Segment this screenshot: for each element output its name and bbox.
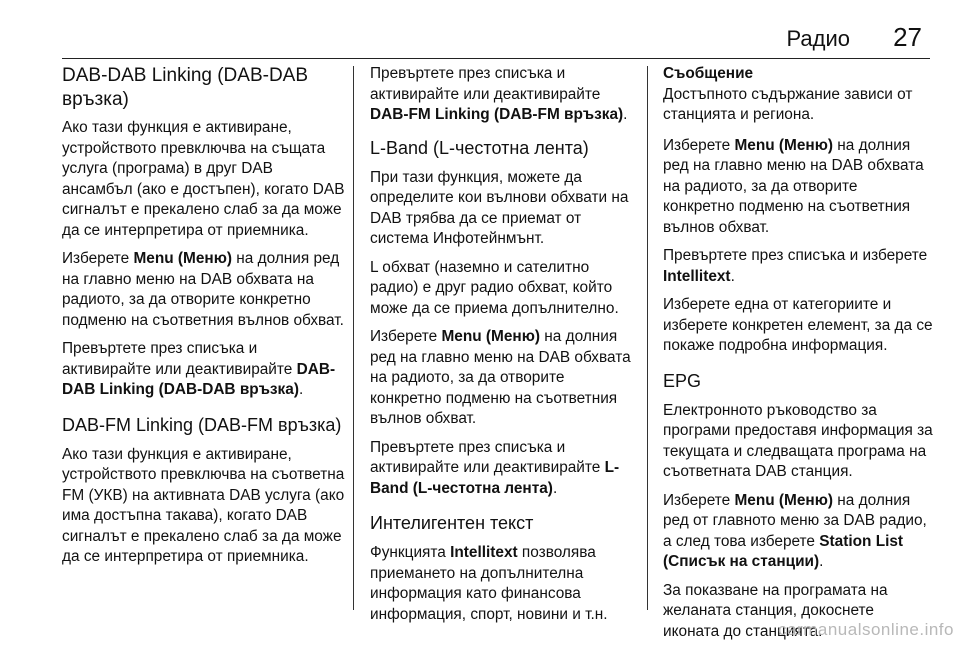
paragraph: Изберете Menu (Меню) на долния ред от главното меню за DAB радио, а след това изберете Station List (Списък на станции).	[663, 491, 927, 570]
heading-l-band: L-Band (L-честотна лента)	[370, 137, 589, 158]
paragraph: Функцията Intellitext позволява приемането на допълнителна информация като финансова информация, спорт, новини и т.н.	[370, 544, 608, 623]
paragraph: L обхват (наземно и сателитно радио) е друг радио обхват, който може да се приема допълнително.	[370, 258, 619, 317]
paragraph: Електронното ръководство за програми предоставя информация за текущата и следващата програма на съответната DAB станция.	[663, 401, 933, 480]
paragraph: Изберете една от категориите и изберете конкретен елемент, за да се покаже подробна информация.	[663, 296, 933, 354]
menu-term: Menu (Меню)	[734, 491, 833, 509]
paragraph: Ако тази функция е активиране, устройството превключва на същата услуга (програма) в друг DAB ансамбъл (ако е достъпен), когато DAB сигналът е прекалено слаб за да може да се интерпретира от приемника.	[62, 119, 345, 239]
paragraph: При тази функция, можете да определите кои вълнови обхвати на DAB трябва да се приемат от система Инфотейнмънт.	[370, 168, 629, 247]
option-term: DAB-FM Linking (DAB-FM връзка)	[370, 106, 624, 123]
paragraph: Изберете Menu (Меню) на долния ред на главно меню на DAB обхвата на радиото, за да отворите конкретно подменю на съответния вълнов обхват.	[62, 250, 344, 329]
paragraph: Ако тази функция е активиране, устройството превключва на съответна FM (УКВ) на активната DAB услуга (ако има достъпна такава), когато DAB сигналът е прекалено слаб за да може да се интерпретира от приемника.	[62, 445, 345, 565]
column-divider	[647, 66, 648, 610]
option-term: L-Band (L-честотна лента)	[370, 459, 620, 497]
heading-epg: EPG	[663, 370, 702, 391]
section-title: Радио	[786, 26, 850, 51]
note-text: Достъпното съдържание зависи от станцията и региона.	[663, 85, 913, 123]
paragraph: Превъртете през списъка и активирайте или деактивирайте L-Band (L-честотна лента).	[370, 438, 620, 497]
paragraph: Изберете Menu (Меню) на долния ред на главно меню на DAB обхвата на радиото, за да отворите конкретно подменю на съответния вълнов обхват.	[370, 328, 631, 427]
menu-term: Menu (Меню)	[133, 250, 232, 267]
paragraph: Изберете Menu (Меню) на долния ред на главно меню на DAB обхвата на радиото, за да отворите конкретно подменю на съответния вълнов обхват.	[663, 136, 924, 236]
note-title: Съобщение	[663, 65, 754, 82]
column-divider	[353, 66, 354, 610]
header-rule	[62, 58, 930, 59]
heading-intellitext: Интелигентен текст	[370, 513, 534, 533]
option-term: DAB-DAB Linking (DAB-DAB връзка)	[62, 360, 336, 398]
note-box	[663, 64, 933, 126]
menu-term: Menu (Меню)	[441, 328, 540, 345]
column-3	[663, 64, 933, 650]
column-1	[62, 64, 347, 576]
heading-dab-fm-linking: DAB-FM Linking (DAB-FM връзка)	[62, 414, 342, 435]
paragraph: Превъртете през списъка и активирайте или деактивирайте DAB-FM Linking (DAB-FM връзка).	[370, 65, 628, 123]
watermark: carmanualsonline.info	[778, 620, 954, 639]
paragraph: Превъртете през списъка и активирайте или деактивирайте DAB-DAB Linking (DAB-DAB връзка).	[62, 340, 336, 398]
option-term: Station List (Списък на станции)	[663, 532, 904, 570]
paragraph: Превъртете през списъка и изберете Intellitext.	[663, 247, 928, 285]
column-2	[370, 64, 638, 633]
option-term: Intellitext	[450, 544, 518, 561]
page-number: 27	[893, 22, 922, 52]
paragraph: За показване на програмата на желаната станция, докоснете иконата до станцията.	[663, 581, 888, 640]
heading-dab-dab-linking: DAB-DAB Linking (DAB-DAB връзка)	[62, 65, 309, 110]
option-term: Intellitext	[663, 267, 731, 285]
page-header	[0, 0, 960, 56]
menu-term: Menu (Меню)	[734, 136, 833, 154]
